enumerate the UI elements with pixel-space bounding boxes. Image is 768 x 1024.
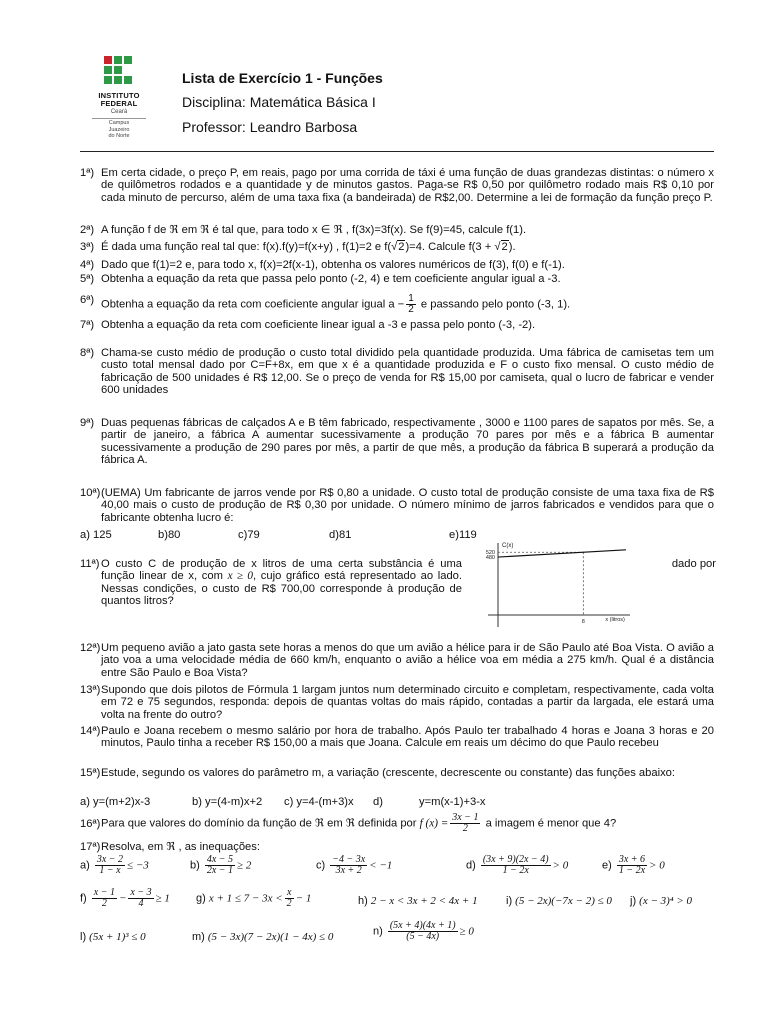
page-title: Lista de Exercício 1 - Funções xyxy=(182,70,383,86)
fraction: $\frac{1}{2}$ xyxy=(408,293,414,315)
professor-line: Professor: Leandro Barbosa xyxy=(182,119,358,135)
question-10 xyxy=(80,487,714,524)
question-17 xyxy=(80,841,714,853)
inequality-l: l) (5x + 1)³ ≤ 0 xyxy=(80,931,146,944)
question-16 xyxy=(80,813,714,834)
question-number: 4ª) xyxy=(80,259,95,271)
inequality-m: m) (5 − 3x)(7 − 2x)(1 − 4x) ≤ 0 xyxy=(192,931,334,944)
question-text: Um pequeno avião a jato gasta sete horas a menos do que um avião a hélice para ir de São Paulo até Boa Vista. O avião a jato voa a uma velocidade média de 660 km/h, enquanto o avião a hélice voa em média a 275 km/h. Qual é a distância entre São Paulo e Boa Vista? xyxy=(101,642,714,679)
logo-campus: Campus Juazeiro do Norte xyxy=(108,120,130,139)
sqrt-symbol: √ xyxy=(391,241,398,253)
question-8 xyxy=(80,347,714,397)
logo-state: Ceará xyxy=(110,109,128,115)
inequality-h: h) 2 − x < 3x + 2 < 4x + 1 xyxy=(358,895,478,908)
question-text: Obtenha a equação da reta com coeficiente angular igual a − $\frac{1}{2}$ e passando pelo ponto (-3, 1). xyxy=(101,293,571,315)
inequality-i: i) (5 − 2x)(−7x − 2) ≤ 0 xyxy=(506,895,612,908)
question-text: É dada uma função real tal que: f(x).f(y)=f(x+y) , f(1)=2 e f(√2)=4. Calcule f(3 + √2). xyxy=(101,241,516,253)
logo-green-square xyxy=(114,76,122,84)
option-d: d) xyxy=(373,796,383,808)
question-15 xyxy=(80,767,714,779)
logo-green-square xyxy=(104,66,112,74)
question-14 xyxy=(80,725,714,750)
inequality-g: g) x + 1 ≤ 7 − 3x < $\frac{x}{2}$ − 1 xyxy=(196,887,312,909)
question-text: (UEMA) Um fabricante de jarros vende por R$ 0,80 a unidade. O custo total de produção consiste de uma taxa fixa de R$ 40,00 mais o custo de produção de R$ 0,30 por unidade. O número mínimo de jarros fabricados e vendidos para que o fabricante obtenha lucro é: xyxy=(101,487,714,524)
question-9 xyxy=(80,417,714,467)
option-b: b) y=(4-m)x+2 xyxy=(192,796,263,808)
question-number: 15ª) xyxy=(80,767,101,779)
chart-series-line xyxy=(498,550,626,557)
chart-x-tick-label: 8 xyxy=(581,619,585,625)
inequality-c: c) $\frac{-4 - 3x}{3x + 2}$ < −1 xyxy=(316,854,393,876)
option-d-expression: y=m(x-1)+3-x xyxy=(419,796,486,808)
question-number: 12ª) xyxy=(80,642,101,654)
question-number: 8ª) xyxy=(80,347,95,359)
question-5 xyxy=(80,273,714,285)
question-13 xyxy=(80,684,714,721)
question-text: Duas pequenas fábricas de calçados A e B têm fabricado, respectivamente , 3000 e 1100 pares de sapatos por mês. Se, a partir de janeiro, a fábrica A aumentar sucessivamente a produção 70 pares por mês e a fábrica B aumentar sucessivamente a produção de 290 pares por mês, a partir de que mês, a produção da fábrica B superará a produção da fábrica A. xyxy=(101,417,714,467)
question-number: 11ª) xyxy=(80,558,100,570)
option-c: c)79 xyxy=(238,529,260,541)
fraction: $\frac{(5x + 4)(4x + 1)}{(5 - 4x)}$ xyxy=(389,920,456,942)
chart-y-tick-label: 520 xyxy=(485,550,495,557)
question-text: Em certa cidade, o preço P, em reais, pago por uma corrida de táxi é uma função de duas grandezas distintas: o número x de quilômetros rodados e a quantidade y de minutos gastos. Paga-se R$ 0,50 por quilômetro rodado mais R$ 0,10 por cada minuto de percurso, além de uma taxa fixa (a bandeirada) de R$2,00. Determine a lei de formação da função preço P. xyxy=(101,167,714,204)
logo-green-square xyxy=(124,56,132,64)
question-text: Supondo que dois pilotos de Fórmula 1 largam juntos num determinado circuito e completam, respectivamente, cada volta em 72 e 75 segundos, responda: depois de quantas voltas do mais rápido, contadas a partir da largada, ele estará uma volta na frente do outro? xyxy=(101,684,714,721)
option-b: b)80 xyxy=(158,529,181,541)
question-number: 10ª) xyxy=(80,487,101,499)
logo-green-square xyxy=(114,66,122,74)
question-4 xyxy=(80,259,714,271)
question-number: 2ª) xyxy=(80,224,95,236)
question-text: A função f de ℜ em ℜ é tal que, para todo x ∈ ℜ , f(3x)=3f(x). Se f(9)=45, calcule f(1). xyxy=(101,224,527,236)
option-d: d)81 xyxy=(329,529,352,541)
question-7 xyxy=(80,319,714,331)
question-number: 9ª) xyxy=(80,417,95,429)
option-e: e)119 xyxy=(449,529,477,541)
question-text: Estude, segundo os valores do parâmetro m, a variação (crescente, decrescente ou constante) das funções abaixo: xyxy=(101,767,675,779)
question-11-continuation: dado por xyxy=(671,558,716,570)
question-text: Obtenha a equação da reta com coeficiente linear igual a -3 e passa pelo ponto (-3, -2). xyxy=(101,319,536,331)
chart-x-label: x (litros) xyxy=(605,617,625,623)
sqrt-symbol: √ xyxy=(494,241,501,253)
question-number: 3ª) xyxy=(80,241,95,253)
option-a: a) 125 xyxy=(80,529,112,541)
logo-divider xyxy=(92,118,146,119)
inequality-n: n) $\frac{(5x + 4)(4x + 1)}{(5 - 4x)}$ ≥ 0 xyxy=(373,920,474,942)
chart-y-label: C(x) xyxy=(502,543,514,549)
question-number: 17ª) xyxy=(80,841,101,853)
question-text: Paulo e Joana recebem o mesmo salário por hora de trabalho. Após Paulo ter trabalhado 4 horas e Joana 3 horas e 20 minutos, Paulo tinha a receber R$ 150,00 a mais que Joana. Calcule em reais um décimo do que Paulo recebeu xyxy=(101,725,714,750)
fraction: $\frac{3x + 6}{1 - 2x}$ xyxy=(618,854,646,876)
question-text: Dado que f(1)=2 e, para todo x, f(x)=2f(x-1), obtenha os valores numéricos de f(3), f(0) e f(-1). xyxy=(101,259,565,271)
logo-green-square xyxy=(104,76,112,84)
fraction: $\frac{x - 3}{4}$ xyxy=(130,887,152,909)
logo-green-square xyxy=(114,56,122,64)
fraction: $\frac{x - 1}{2}$ xyxy=(93,887,115,909)
question-number: 7ª) xyxy=(80,319,95,331)
question-number: 14ª) xyxy=(80,725,101,737)
header-divider xyxy=(80,151,714,152)
question-12 xyxy=(80,642,714,679)
inequality-b: b) $\frac{4x - 5}{2x - 1}$ ≥ 2 xyxy=(190,854,252,876)
question-6 xyxy=(80,294,714,315)
fraction: $\frac{-4 - 3x}{3x + 2}$ xyxy=(332,854,366,876)
question-number: 6ª) xyxy=(80,294,95,306)
fraction: $\frac{4x - 5}{2x - 1}$ xyxy=(206,854,234,876)
discipline-line: Disciplina: Matemática Básica I xyxy=(182,94,376,110)
fraction: $\frac{3x - 2}{1 - x}$ xyxy=(96,854,124,876)
inequality-j: j) (x − 3)⁴ > 0 xyxy=(630,895,693,908)
option-c: c) y=4-(m+3)x xyxy=(284,796,354,808)
question-number: 1ª) xyxy=(80,167,95,179)
question-1 xyxy=(80,167,714,204)
question-text: Obtenha a equação da reta que passa pelo ponto (-2, 4) e tem coeficiente angular igual a -3. xyxy=(101,273,561,285)
chart-y-tick-label: 480 xyxy=(485,555,495,562)
inequality-e: e) $\frac{3x + 6}{1 - 2x}$ > 0 xyxy=(602,854,665,876)
question-text: Resolva, em ℜ , as inequações: xyxy=(101,841,260,853)
question-number: 13ª) xyxy=(80,684,101,696)
fraction: $\frac{(3x + 9)(2x - 4)}{1 - 2x}$ xyxy=(482,854,549,876)
question-number: 16ª) xyxy=(80,818,101,830)
option-a: a) y=(m+2)x-3 xyxy=(80,796,151,808)
inequality-d: d) $\frac{(3x + 9)(2x - 4)}{1 - 2x}$ > 0 xyxy=(466,854,569,876)
cost-chart xyxy=(462,537,642,629)
inequality-a: a) $\frac{3x - 2}{1 - x}$ ≤ −3 xyxy=(80,854,149,876)
question-text: O custo C de produção de x litros de uma certa substância é uma função linear de x, com x ≥ 0, cujo gráfico está representado ao lado. Nessas condições, o custo de R$ 700,00 corresponde à produção de quantos litros? xyxy=(101,558,463,608)
inequality-f: f) $\frac{x - 1}{2}$ − $\frac{x - 3}{4}$ ≥ 1 xyxy=(80,887,170,909)
question-3 xyxy=(80,241,714,253)
question-11 xyxy=(80,558,462,608)
question-2 xyxy=(80,224,714,236)
fraction: $\frac{x}{2}$ xyxy=(286,887,292,909)
question-number: 5ª) xyxy=(80,273,95,285)
logo-green-square xyxy=(124,76,132,84)
logo-name: INSTITUTO FEDERAL xyxy=(98,91,140,108)
fraction: $\frac{3x - 1}{2}$ xyxy=(452,812,479,834)
question-text: Chama-se custo médio de produção o custo total dividido pela quantidade produzida. Uma fábrica de camisetas tem um custo total mensal dado por C=F+8x, em que x é a quantidade produzida e F o custo fixo mensal. O custo médio de fabricação de 500 unidades é R$ 12,00. Se o preço de venda for R$ 15,00 por camiseta, qual o lucro de fabricar e vender 600 unidades xyxy=(101,347,714,397)
question-text: Para que valores do domínio da função de ℜ em ℜ definida por f (x) = $\frac{3x - 1}{2}$ a imagem é menor que 4? xyxy=(101,812,617,834)
logo-red-square xyxy=(104,56,112,64)
